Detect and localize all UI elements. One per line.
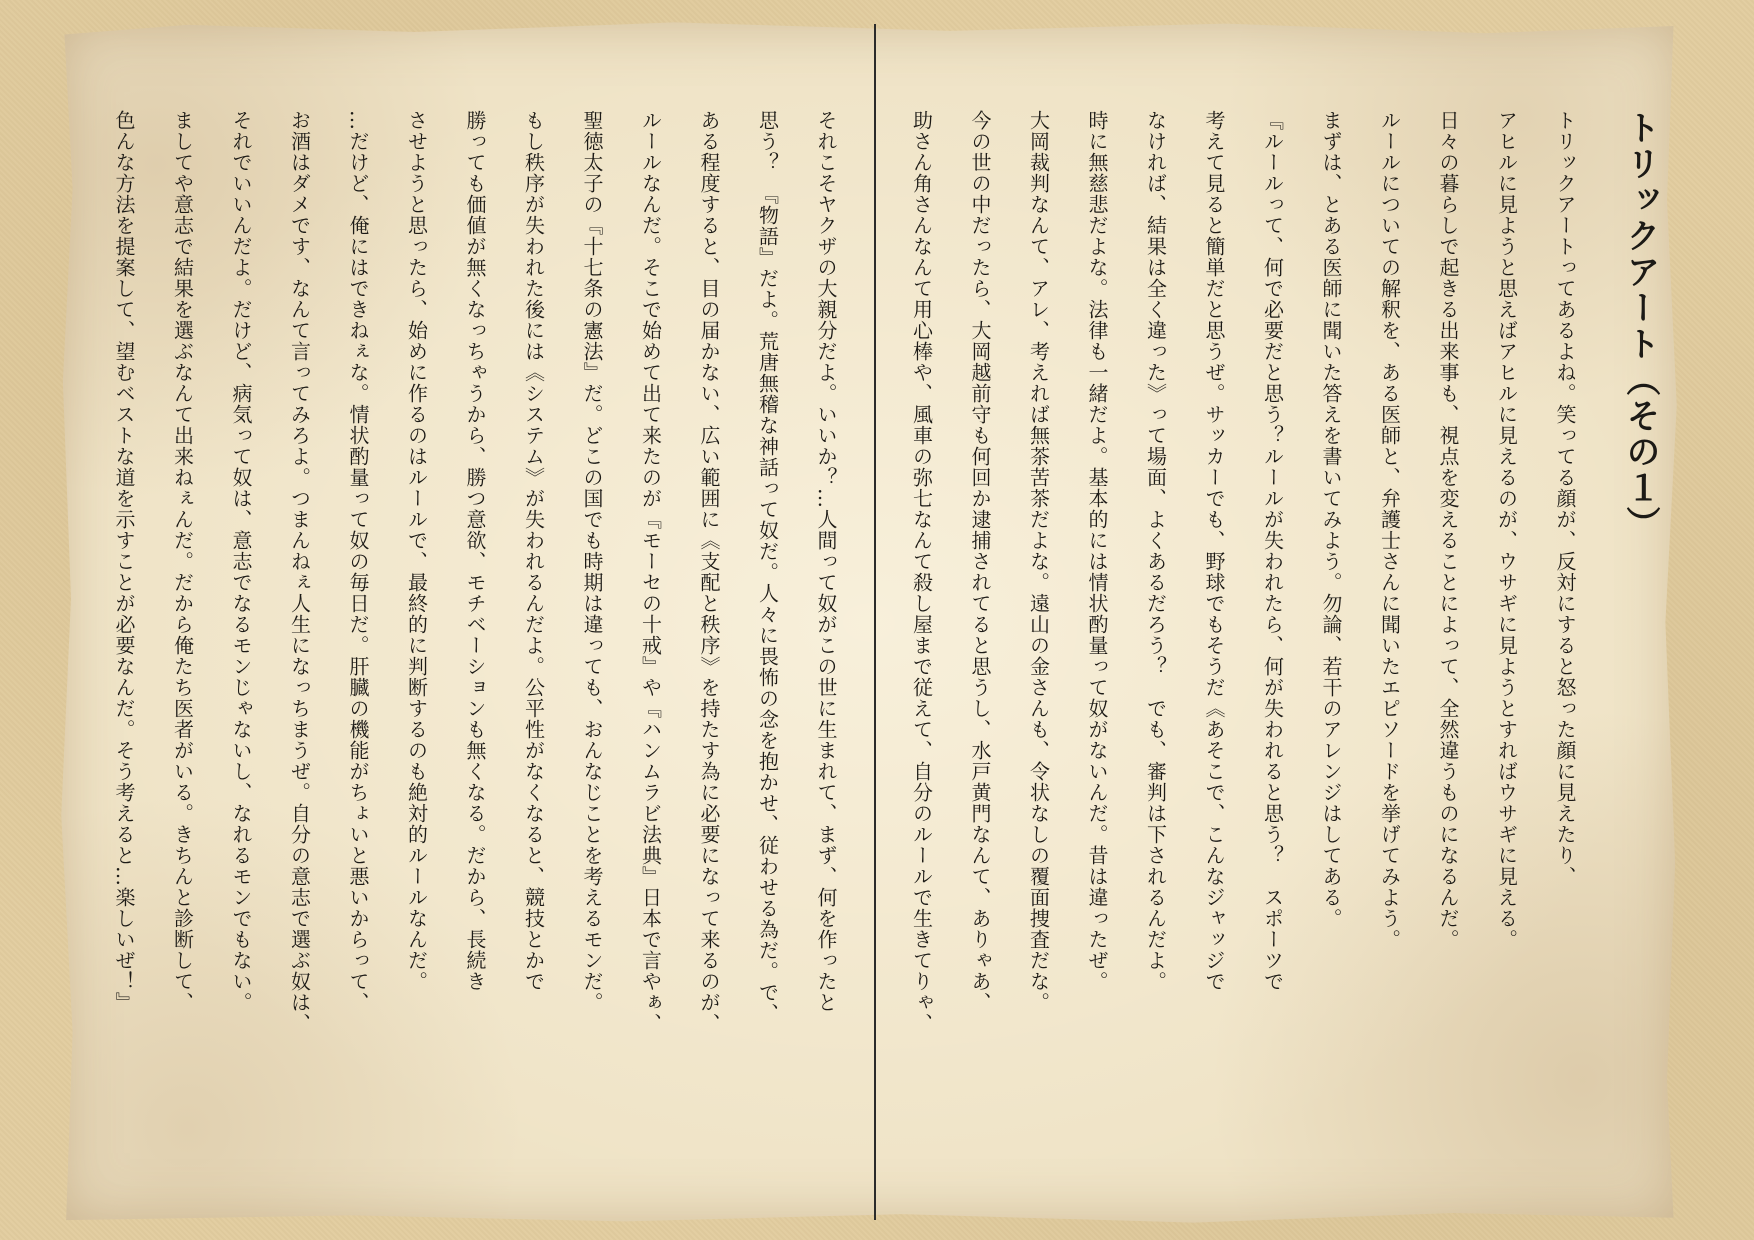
text-line: 『ルールって、何で必要だと思う？ルールが失われたら、何が失われると思う？ スポーツで: [1260, 110, 1285, 992]
center-divider-line: [874, 24, 876, 1220]
text-line: 時に無慈悲だよな。法律も一緒だよ。基本的には情状酌量って奴がないんだ。昔は違ったぜ。: [1085, 110, 1109, 992]
text-line: 日々の暮らしで起きる出来事も、視点を変えることによって、全然違うものになるんだ。: [1436, 110, 1460, 950]
text-line: 色んな方法を提案して、望むベストな道を示すことが必要なんだ。そう考えると…楽しいぜ！』: [112, 110, 136, 1013]
text-line: なければ、結果は全く違った》って場面、よくあるだろう？ でも、審判は下されるんだよ。: [1143, 110, 1168, 992]
left-page: [95, 110, 855, 1190]
text-line: お酒はダメです、なんて言ってみろよ。つまんねぇ人生になっちまうぜ。自分の意志で選ぶ奴は、: [287, 110, 312, 1034]
text-line: まずは、とある医師に聞いた答えを書いてみよう。勿論、若干のアレンジはしてある。: [1319, 110, 1343, 929]
right-page: [890, 110, 1670, 1190]
text-line: ましてや意志で結果を選ぶなんて出来ねぇんだ。だから俺たち医者がいる。きちんと診断して、: [170, 110, 195, 1013]
text-line: 大岡裁判なんて、アレ、考えれば無茶苦茶だよな。遠山の金さんも、令状なしの覆面捜査だな。: [1026, 110, 1051, 1013]
text-line: トリックアートってあるよね。笑ってる顔が、反対にすると怒った顔に見えたり、: [1553, 110, 1577, 887]
text-line: 思う？ 『物語』だよ。荒唐無稽な神話って奴だ。人々に畏怖の念を抱かせ、従わせる為だ。で、: [755, 110, 780, 1024]
text-line: 勝っても価値が無くなっちゃうから、勝つ意欲、モチベーションも無くなる。だから、長続き: [463, 110, 487, 992]
text-line: アヒルに見ようと思えばアヒルに見えるのが、ウサギに見ようとすればウサギに見える。: [1494, 110, 1519, 950]
text-line: それこそヤクザの大親分だよ。いいか？…人間って奴がこの世に生まれて、まず、何を作ったと: [814, 110, 838, 1013]
text-line: ルールについての解釈を、ある医師と、弁護士さんに聞いたエピソードを挙げてみよう。: [1377, 110, 1402, 950]
text-line: もし秩序が失われた後には《システム》が失われるんだよ。公平性がなくなると、競技とかで: [521, 110, 546, 992]
text-line: ある程度すると、目の届かない、広い範囲に《支配と秩序》を持たす為に必要になって来るのが、: [697, 110, 721, 1034]
text-line: 今の世の中だったら、大岡越前守も何回か逮捕されてると思うし、水戸黄門なんて、ありゃあ、: [968, 110, 992, 1013]
page-title: トリックアート（その１）: [1620, 110, 1660, 542]
text-line: させようと思ったら、始めに作るのはルールで、最終的に判断するのも絶対的ルールなんだ。: [404, 110, 429, 992]
text-line: 聖徳太子の『十七条の憲法』だ。どこの国でも時期は違っても、おんなじことを考えるモンだ。: [580, 110, 604, 1013]
text-line: 考えて見ると簡単だと思うぜ。サッカーでも、野球でもそうだ《あそこで、こんなジャッジで: [1202, 110, 1226, 992]
text-line: …だけど、俺にはできねぇな。情状酌量って奴の毎日だ。肝臓の機能がちょいと悪いからって、: [346, 110, 370, 1013]
text-line: それでいいんだよ。だけど、病気って奴は、意志でなるモンじゃないし、なれるモンでもない。: [229, 110, 253, 1013]
text-line: ルールなんだ。そこで始めて出て来たのが『モーセの十戒』や『ハンムラビ法典』日本で言やぁ、: [638, 110, 663, 1034]
text-line: 助さん角さんなんて用心棒や、風車の弥七なんて殺し屋まで従えて、自分のルールで生きてりゃ、: [909, 110, 934, 1034]
